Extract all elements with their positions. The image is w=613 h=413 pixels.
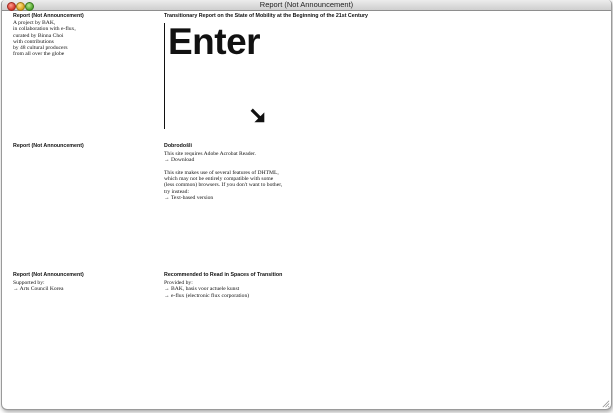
bak-link[interactable]: → BAK, basis voor actuele kunst <box>164 286 240 293</box>
project-credits <box>13 20 76 58</box>
download-link[interactable]: → Download <box>164 157 195 164</box>
resize-grip-icon[interactable] <box>601 399 610 408</box>
section3-left-label: Report (Not Announcement) <box>13 272 84 278</box>
dhtml-line: This site makes use of several features of DHTML, <box>164 169 279 176</box>
page-content <box>2 11 611 409</box>
credit-line: by 48 cultural producers <box>13 45 68 52</box>
credit-line: with contributions <box>13 38 54 45</box>
title-bar[interactable] <box>2 0 611 11</box>
requirement-line: This site requires Adobe Acrobat Reader. <box>164 151 256 157</box>
credit-line: in collaboration with e-flux, <box>13 26 76 33</box>
dhtml-line: try instead: <box>164 188 190 195</box>
arts-council-link[interactable]: → Arts Council Korea <box>13 286 64 293</box>
window-title: Report (Not Announcement) <box>259 0 354 9</box>
supported-by-text: Supported by: <box>13 280 45 286</box>
text-version-link[interactable]: → Text-based version <box>164 195 214 202</box>
section2-right-label: Dobrodošli <box>164 143 192 149</box>
provided-by-text: Provided by: <box>164 280 193 286</box>
support-info <box>13 280 64 293</box>
dhtml-line: (less common) browsers. If you don't want to bother, <box>164 182 283 189</box>
section1-right-label: Transitionary Report on the State of Mobility at the Beginning of the 21st Century <box>164 13 368 19</box>
section3-right-label: Recommended to Read in Spaces of Transition <box>164 272 283 278</box>
requirements-text <box>164 151 282 201</box>
credit-line: from all over the globe <box>13 51 65 58</box>
dhtml-line: which may not be entirely compatible with some <box>164 176 274 183</box>
arrow-down-right-icon[interactable] <box>249 107 267 125</box>
section1-left-label: Report (Not Announcement) <box>13 13 84 19</box>
credit-line: A project by BAK, <box>13 20 56 26</box>
section2-left-label: Report (Not Announcement) <box>13 143 84 149</box>
browser-window <box>1 0 612 410</box>
vertical-rule <box>164 23 165 129</box>
credit-line: curated by Binna Choi <box>13 32 64 39</box>
enter-link[interactable]: Enter <box>168 21 261 62</box>
eflux-link[interactable]: → e-flux (electronic flux corporation) <box>164 292 250 299</box>
provider-info <box>164 280 249 299</box>
